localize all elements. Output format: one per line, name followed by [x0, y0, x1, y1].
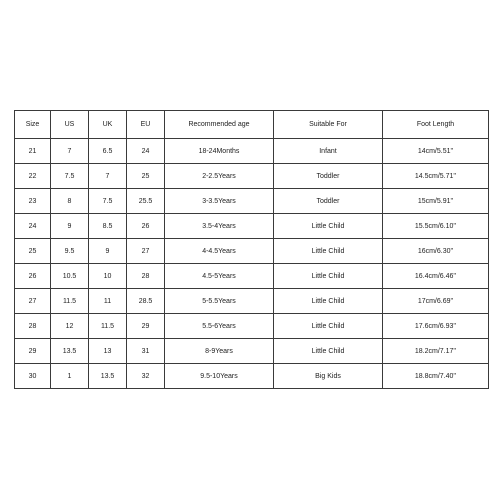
- cell-us: 11.5: [51, 289, 89, 314]
- cell-foot-length: 15cm/5.91'': [383, 189, 489, 214]
- cell-us: 13.5: [51, 339, 89, 364]
- cell-uk: 7.5: [89, 189, 127, 214]
- cell-suitable-for: Little Child: [274, 339, 383, 364]
- cell-eu: 32: [127, 364, 165, 389]
- table-row: [15, 214, 489, 239]
- cell-size: 23: [15, 189, 51, 214]
- cell-eu: 25: [127, 164, 165, 189]
- cell-uk: 11: [89, 289, 127, 314]
- table-row: [15, 189, 489, 214]
- cell-us: 7.5: [51, 164, 89, 189]
- cell-size: 26: [15, 264, 51, 289]
- table-row: [15, 264, 489, 289]
- cell-uk: 7: [89, 164, 127, 189]
- cell-foot-length: 18.2cm/7.17'': [383, 339, 489, 364]
- cell-size: 29: [15, 339, 51, 364]
- header-recommended-age: Recommended age: [165, 111, 274, 139]
- cell-us: 12: [51, 314, 89, 339]
- cell-suitable-for: Infant: [274, 139, 383, 164]
- cell-recommended-age: 18-24Months: [165, 139, 274, 164]
- cell-foot-length: 14cm/5.51'': [383, 139, 489, 164]
- cell-recommended-age: 8-9Years: [165, 339, 274, 364]
- cell-suitable-for: Toddler: [274, 164, 383, 189]
- cell-suitable-for: Little Child: [274, 264, 383, 289]
- cell-foot-length: 18.8cm/7.40'': [383, 364, 489, 389]
- table-row: [15, 289, 489, 314]
- cell-recommended-age: 3-3.5Years: [165, 189, 274, 214]
- cell-us: 9.5: [51, 239, 89, 264]
- cell-eu: 24: [127, 139, 165, 164]
- cell-recommended-age: 4.5-5Years: [165, 264, 274, 289]
- table-row: [15, 139, 489, 164]
- cell-suitable-for: Toddler: [274, 189, 383, 214]
- cell-size: 21: [15, 139, 51, 164]
- cell-foot-length: 16cm/6.30'': [383, 239, 489, 264]
- cell-foot-length: 15.5cm/6.10'': [383, 214, 489, 239]
- cell-size: 27: [15, 289, 51, 314]
- cell-eu: 28: [127, 264, 165, 289]
- header-uk: UK: [89, 111, 127, 139]
- cell-recommended-age: 5.5-6Years: [165, 314, 274, 339]
- cell-size: 22: [15, 164, 51, 189]
- cell-foot-length: 14.5cm/5.71'': [383, 164, 489, 189]
- cell-recommended-age: 9.5-10Years: [165, 364, 274, 389]
- cell-eu: 28.5: [127, 289, 165, 314]
- cell-eu: 31: [127, 339, 165, 364]
- cell-suitable-for: Big Kids: [274, 364, 383, 389]
- cell-uk: 13: [89, 339, 127, 364]
- cell-us: 1: [51, 364, 89, 389]
- cell-us: 8: [51, 189, 89, 214]
- cell-eu: 27: [127, 239, 165, 264]
- header-size: Size: [15, 111, 51, 139]
- table-row: [15, 239, 489, 264]
- cell-foot-length: 17.6cm/6.93'': [383, 314, 489, 339]
- cell-eu: 29: [127, 314, 165, 339]
- table-header-row: [15, 111, 489, 139]
- cell-recommended-age: 2-2.5Years: [165, 164, 274, 189]
- table-row: [15, 314, 489, 339]
- header-eu: EU: [127, 111, 165, 139]
- cell-recommended-age: 3.5-4Years: [165, 214, 274, 239]
- cell-foot-length: 17cm/6.69'': [383, 289, 489, 314]
- cell-size: 25: [15, 239, 51, 264]
- table-row: [15, 339, 489, 364]
- header-foot-length: Foot Length: [383, 111, 489, 139]
- cell-uk: 9: [89, 239, 127, 264]
- cell-us: 7: [51, 139, 89, 164]
- size-chart-table: [14, 110, 489, 389]
- cell-us: 10.5: [51, 264, 89, 289]
- cell-uk: 10: [89, 264, 127, 289]
- header-suitable-for: Suitable For: [274, 111, 383, 139]
- cell-suitable-for: Little Child: [274, 214, 383, 239]
- table-row: [15, 364, 489, 389]
- cell-recommended-age: 4-4.5Years: [165, 239, 274, 264]
- cell-uk: 13.5: [89, 364, 127, 389]
- cell-suitable-for: Little Child: [274, 314, 383, 339]
- cell-uk: 8.5: [89, 214, 127, 239]
- cell-recommended-age: 5-5.5Years: [165, 289, 274, 314]
- header-us: US: [51, 111, 89, 139]
- cell-uk: 6.5: [89, 139, 127, 164]
- cell-eu: 25.5: [127, 189, 165, 214]
- cell-uk: 11.5: [89, 314, 127, 339]
- table-row: [15, 164, 489, 189]
- cell-size: 30: [15, 364, 51, 389]
- cell-suitable-for: Little Child: [274, 239, 383, 264]
- cell-foot-length: 16.4cm/6.46'': [383, 264, 489, 289]
- cell-size: 28: [15, 314, 51, 339]
- cell-suitable-for: Little Child: [274, 289, 383, 314]
- cell-size: 24: [15, 214, 51, 239]
- cell-us: 9: [51, 214, 89, 239]
- cell-eu: 26: [127, 214, 165, 239]
